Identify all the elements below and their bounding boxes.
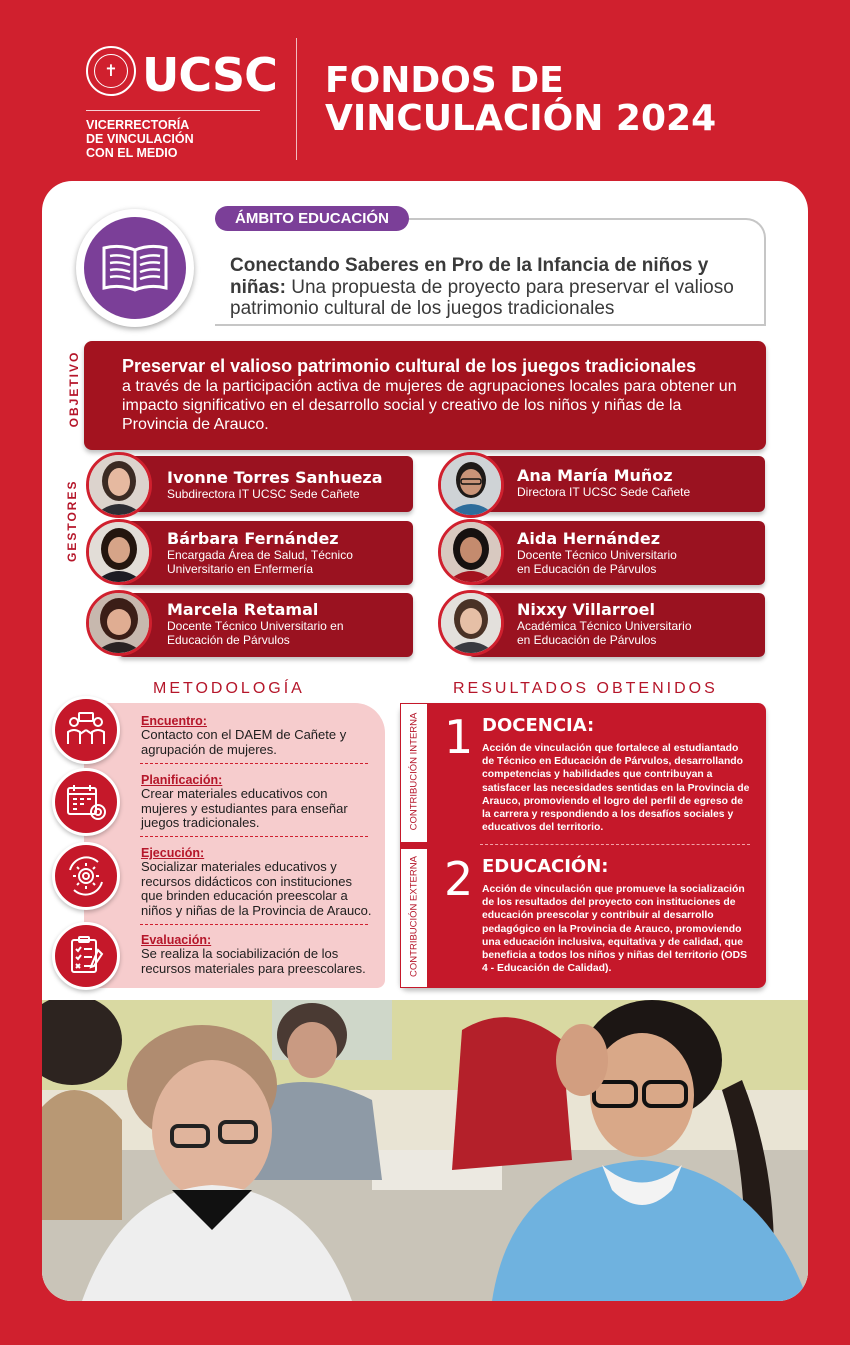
result-divider (480, 844, 750, 845)
gestor-5 (167, 600, 344, 647)
result-number-2: 2 (444, 852, 474, 906)
gestor-6 (517, 600, 692, 647)
gestor-role: Subdirectora IT UCSC Sede Cañete (167, 487, 360, 501)
project-title-bold: Conectando Saberes en Pro de la Infancia de niños y niñas: (230, 255, 709, 298)
ambito-badge: ÁMBITO EDUCACIÓN (215, 206, 409, 231)
step-title: Planificación: (141, 773, 223, 787)
result-title: DOCENCIA: (482, 715, 595, 736)
gear-cycle-icon (52, 842, 120, 910)
result-text: Acción de vinculación que fortalece al estudiantado (482, 743, 739, 754)
ucsc-seal-logo (86, 46, 136, 96)
step-text: Socializar materiales educativos y (141, 859, 337, 874)
result-educacion (482, 856, 757, 975)
avatar (438, 519, 504, 585)
workshop-photo (42, 1000, 808, 1301)
result-text: de los resultados del proyecto con instituciones de (482, 897, 736, 909)
step-text: mujeres y estudiantes para enseñar (141, 800, 348, 816)
metodologia-heading: METODOLOGÍA (153, 680, 305, 697)
subunit-line-3: CON EL MEDIO (86, 146, 178, 160)
logo-divider (86, 110, 260, 111)
gestor-name: Ana María Muñoz (517, 466, 673, 485)
step-text: que brinden educación preescolar a (141, 888, 348, 903)
step-text: agrupación de mujeres. (141, 741, 277, 757)
objetivo-text: a través de la participación activa de mujeres de agrupaciones locales para obtener un impacto significativo en el desarrollo social y creativo de los niños y niñas de la Provincia de Arauco. (122, 378, 737, 433)
project-title (230, 255, 755, 320)
calendar-target-icon (52, 768, 120, 836)
header-divider (296, 38, 297, 160)
step-text: juegos tradicionales. (141, 815, 260, 830)
result-title: EDUCACIÓN: (482, 856, 609, 877)
result-text: Arauco, promoviendo el logro del perfil de egreso de (482, 795, 743, 807)
step-text: Crear materiales educativos con (141, 786, 328, 801)
gestores-label: GESTORES (65, 479, 79, 562)
resultados-heading: RESULTADOS OBTENIDOS (453, 680, 718, 697)
result-text: Acción de vinculación que promueve la socialización (482, 884, 745, 895)
cross-icon: ✝ (94, 54, 128, 88)
gestor-role: Encargada Área de Salud, Técnico (167, 548, 353, 562)
vicerrectoria-label (86, 118, 194, 160)
gestor-name: Aida Hernández (517, 529, 661, 548)
subunit-line-1: VICERRECTORÍA (86, 118, 190, 132)
result-text: beneficia a todos los niños y niñas del territorio (ODS (482, 950, 748, 962)
step-divider (140, 836, 368, 837)
meeting-icon (52, 696, 120, 764)
result-text: educación preescolar y contribuir al desarrollo (482, 910, 714, 922)
page-title (325, 62, 716, 138)
objetivo-heading: Preservar el valioso patrimonio cultural de los juegos tradicionales (122, 356, 697, 376)
gestor-2 (517, 466, 690, 499)
step-ejecucion (141, 846, 381, 918)
result-text: 4 - Educación de Calidad). (482, 963, 612, 975)
ucsc-logo-text: UCSC (142, 48, 277, 102)
avatar (86, 519, 152, 585)
step-evaluacion (141, 933, 376, 976)
objetivo-label: OBJETIVO (67, 350, 81, 428)
gestor-role: Universitario en Enfermería (167, 562, 314, 576)
gestor-name: Marcela Retamal (167, 600, 319, 619)
avatar (86, 590, 152, 656)
step-encuentro (141, 714, 376, 757)
avatar (86, 452, 152, 518)
gestor-name: Nixxy Villarroel (517, 600, 655, 619)
step-title: Encuentro: (141, 714, 207, 728)
checklist-icon (52, 922, 120, 990)
step-title: Ejecución: (141, 846, 205, 860)
result-text: de Técnico en Educación de Párvulos, desarrollando (482, 756, 743, 768)
step-divider (140, 924, 368, 925)
project-title-rest: Una propuesta de proyecto para preservar el valioso patrimonio cultural de los juegos tradicionales (230, 276, 734, 319)
result-docencia (482, 715, 757, 834)
step-planificacion (141, 773, 376, 831)
book-icon-badge (76, 209, 194, 327)
result-text: satisfacer las necesidades sentidas en la Provincia de (482, 782, 750, 794)
avatar (438, 452, 504, 518)
page-title-line-2: VINCULACIÓN 2024 (325, 98, 717, 139)
result-number-1: 1 (444, 710, 474, 764)
result-text: competencias y habilidades que contribuyan a (482, 769, 713, 781)
gestor-role: en Educación de Párvulos (517, 633, 657, 647)
gestor-4 (517, 529, 677, 576)
gestor-role: Directora IT UCSC Sede Cañete (517, 485, 691, 499)
gestor-role: Académica Técnico Universitario (517, 619, 692, 633)
step-text: Se realiza la sociabilización de los (141, 946, 339, 961)
result-text: pedagógico en la Provincia de Arauco, promoviendo (482, 923, 742, 935)
page-title-line-1: FONDOS DE (325, 60, 564, 101)
contribucion-interna-label: CONTRIBUCIÓN INTERNA (408, 712, 420, 831)
subunit-line-2: DE VINCULACIÓN (86, 132, 194, 146)
step-title: Evaluación: (141, 933, 212, 947)
step-text: recursos materiales para preescolares. (141, 960, 366, 976)
result-text: la carrera y respondiendo a los desafíos sociales y (482, 809, 734, 821)
gestor-role: Docente Técnico Universitario (517, 548, 677, 562)
avatar (438, 590, 504, 656)
contribucion-externa-label: CONTRIBUCIÓN EXTERNA (408, 856, 420, 977)
step-divider (140, 763, 368, 764)
gestor-name: Ivonne Torres Sanhueza (167, 468, 383, 487)
result-text: educativos del territorio. (482, 822, 604, 834)
book-icon (84, 217, 186, 319)
result-text: una educación inclusiva, equitativa y de calidad, que (482, 936, 743, 948)
gestor-3 (167, 529, 353, 576)
gestor-role: Educación de Párvulos (167, 633, 290, 647)
gestor-role: en Educación de Párvulos (517, 562, 657, 576)
gestor-1 (167, 468, 383, 501)
gestor-name: Bárbara Fernández (167, 529, 339, 548)
step-text: niños y niñas de la Provincia de Arauco. (141, 902, 372, 918)
step-text: Contacto con el DAEM de Cañete y (141, 727, 347, 742)
step-text: recursos didácticos con instituciones (141, 873, 352, 889)
gestor-role: Docente Técnico Universitario en (167, 619, 344, 633)
